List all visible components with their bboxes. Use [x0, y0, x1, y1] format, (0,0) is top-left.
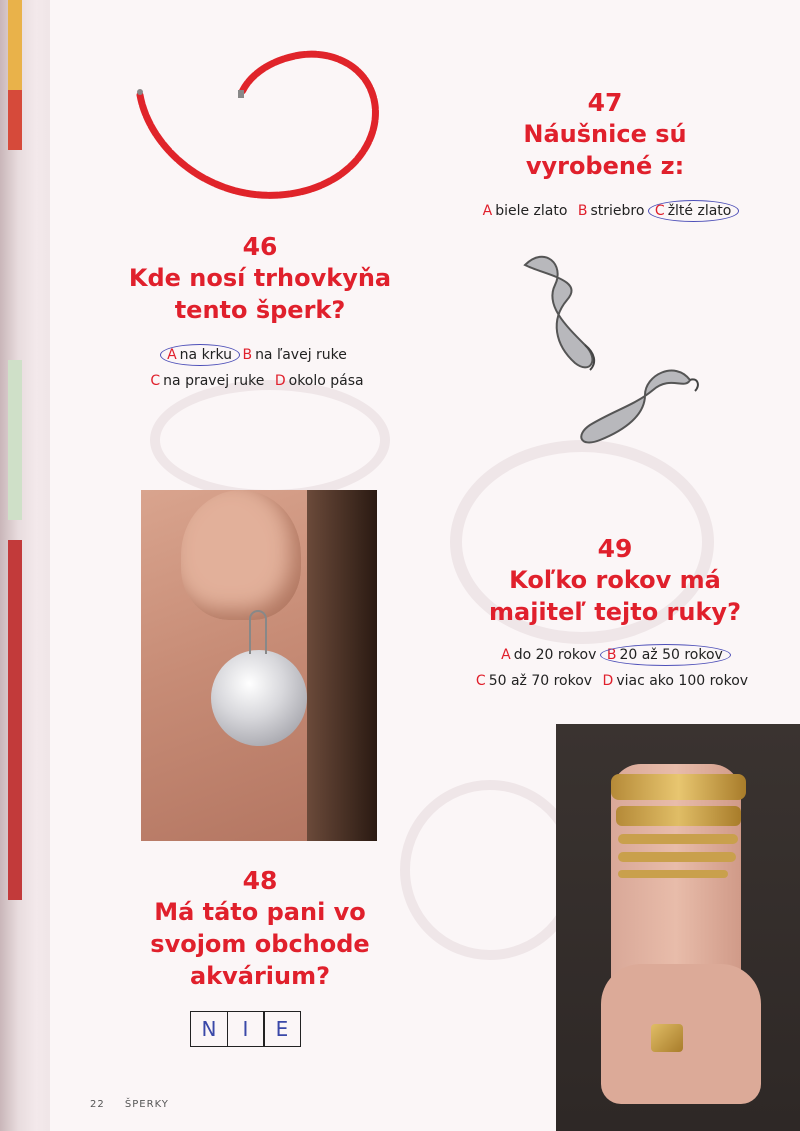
coral-necklace-image [130, 40, 390, 210]
question-number: 47 [587, 88, 623, 117]
silver-earrings-image [505, 245, 715, 465]
answer-box[interactable]: N [190, 1011, 228, 1047]
earring-hook [249, 610, 267, 654]
option-c[interactable]: C na pravej ruke [150, 373, 265, 389]
option-d[interactable]: D okolo pása [274, 373, 364, 389]
question-text: Má táto pani vo [154, 898, 366, 926]
question-text: Koľko rokov má [509, 566, 721, 594]
answer-boxes-48[interactable] [190, 1011, 300, 1047]
answer-options-47 [460, 198, 760, 224]
option-b[interactable]: B 20 až 50 rokov [606, 647, 723, 663]
spine-strip-yellow [8, 0, 22, 90]
gold-chain-bracelet [618, 852, 736, 862]
question-46 [90, 232, 430, 326]
option-a[interactable]: A do 20 rokov [501, 647, 597, 663]
gold-signet-ring [651, 1024, 683, 1052]
question-text: tento šperk? [174, 296, 346, 324]
crystal-ball-earring [211, 650, 307, 746]
page-footer [90, 1099, 169, 1110]
option-a[interactable]: A biele zlato [482, 203, 568, 219]
option-d[interactable]: D viac ako 100 rokov [602, 673, 749, 689]
ghost-circle [150, 380, 390, 500]
spine-strip-dark-red [8, 540, 22, 900]
ghost-circle [400, 780, 580, 960]
option-b[interactable]: B striebro [577, 203, 645, 219]
spine-strip-red [8, 90, 22, 150]
hair [307, 490, 377, 841]
page-number: 22 [90, 1099, 105, 1110]
question-text: akvárium? [189, 962, 331, 990]
answer-options-46 [90, 342, 430, 394]
option-c[interactable]: C 50 až 70 rokov [475, 673, 593, 689]
gold-chain-bracelet [618, 834, 738, 844]
ear-earring-photo [141, 490, 377, 841]
answer-box[interactable]: E [263, 1011, 301, 1047]
section-name: ŠPERKY [124, 1099, 169, 1110]
answer-box[interactable]: I [227, 1011, 265, 1047]
question-text: Kde nosí trhovkyňa [128, 264, 392, 292]
gold-chain-bracelet [618, 870, 728, 878]
gold-bracelet [611, 774, 746, 800]
answer-options-49 [455, 642, 775, 694]
question-number: 49 [597, 534, 633, 563]
option-c[interactable]: C žlté zlato [654, 203, 732, 219]
option-a[interactable]: A na krku [167, 347, 232, 363]
gold-bracelet [616, 806, 741, 826]
question-text: majiteľ tejto ruky? [488, 598, 741, 626]
magazine-page [50, 0, 800, 1131]
question-49 [455, 534, 775, 628]
question-number: 48 [242, 866, 278, 895]
question-text: svojom obchode [150, 930, 370, 958]
question-47 [480, 88, 730, 182]
question-text: vyrobené z: [525, 152, 685, 180]
question-number: 46 [242, 232, 278, 261]
option-b[interactable]: B na ľavej ruke [242, 347, 347, 363]
question-text: Náušnice sú [523, 120, 687, 148]
ear [181, 490, 301, 620]
hand-bracelets-photo [556, 724, 800, 1131]
spine-strip-green [8, 360, 22, 520]
question-48 [110, 866, 410, 992]
book-spine [0, 0, 52, 1131]
